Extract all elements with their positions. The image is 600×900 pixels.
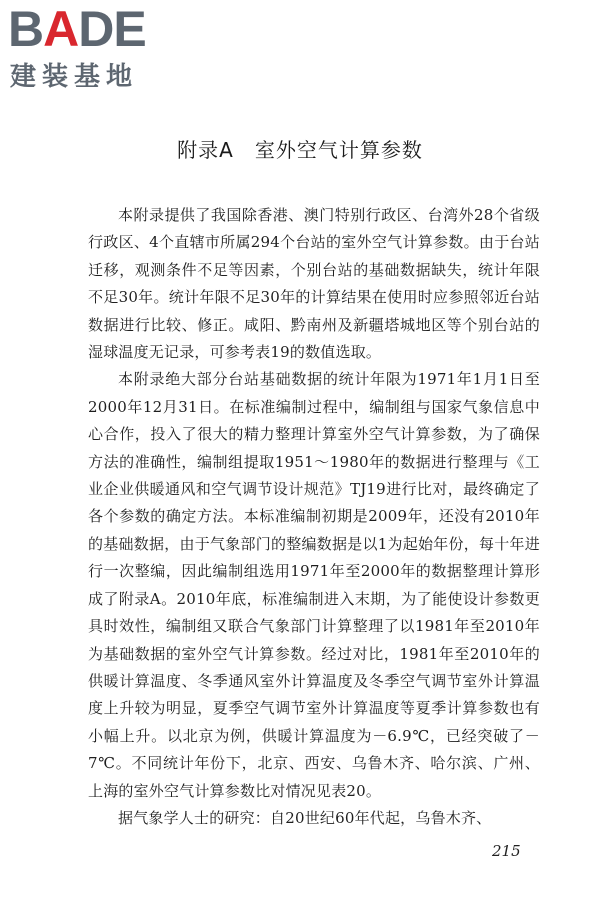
paragraph-3: 据气象学人士的研究：自20世纪60年代起，乌鲁木齐、 [118, 808, 492, 827]
logo-wordmark [8, 1, 146, 57]
logo-subtitle: 建装基地 [10, 62, 139, 92]
body-text [88, 202, 540, 832]
logo-letters-de: DE [78, 1, 146, 57]
paragraph-2: 本附录绝大部分台站基础数据的统计年限为1971年1月1日至2000年12月31日。在标准编制过程中，编制组与国家气象信息中心合作，投入了很大的精力整理计算室外空气计算参数，为了确保方法的准确性，编制组提取1951～1980年的数据进行整理与《工业企业供暖通风和空气调节设计规范》TJ19进行比对，最终确定了各个参数的确定方法。本标准编制初期是2009年，还没有2010年的基础数据，由于气象部门的整编数据是以1为起始年份，每十年进行一次整编，因此编制组选用1971年至2000年的数据整理计算形成了附录A。2010年底，标准编制进入末期，为了能使设计参数更具时效性，编制组又联合气象部门计算整理了以1981年至2010年为基础数据的室外空气计算参数。经过对比，1981年至2010年的供暖计算温度、冬季通风室外计算温度及冬季空气调节室外计算温度上升较为明显，夏季空气调节室外计算温度等夏季计算参数也有小幅上升。以北京为例，供暖计算温度为－6.9℃，已经突破了－7℃。不同统计年份下，北京、西安、乌鲁木齐、哈尔滨、广州、上海的室外空气计算参数比对情况见表20。 [88, 370, 540, 800]
logo-letter-b: B [8, 1, 44, 57]
page-number: 215 [492, 842, 521, 860]
appendix-heading: 附录A 室外空气计算参数 [177, 138, 423, 162]
bade-logo [8, 1, 178, 94]
logo-letter-a-accent: A [43, 1, 79, 57]
paragraph-1: 本附录提供了我国除香港、澳门特别行政区、台湾外28个省级行政区、4个直辖市所属294个台站的室外空气计算参数。由于台站迁移，观测条件不足等因素，个别台站的基础数据缺失，统计年限不足30年。统计年限不足30年的计算结果在使用时应参照邻近台站数据进行比较、修正。咸阳、黔南州及新疆塔城地区等个别台站的湿球温度无记录，可参考表19的数值选取。 [88, 206, 540, 362]
